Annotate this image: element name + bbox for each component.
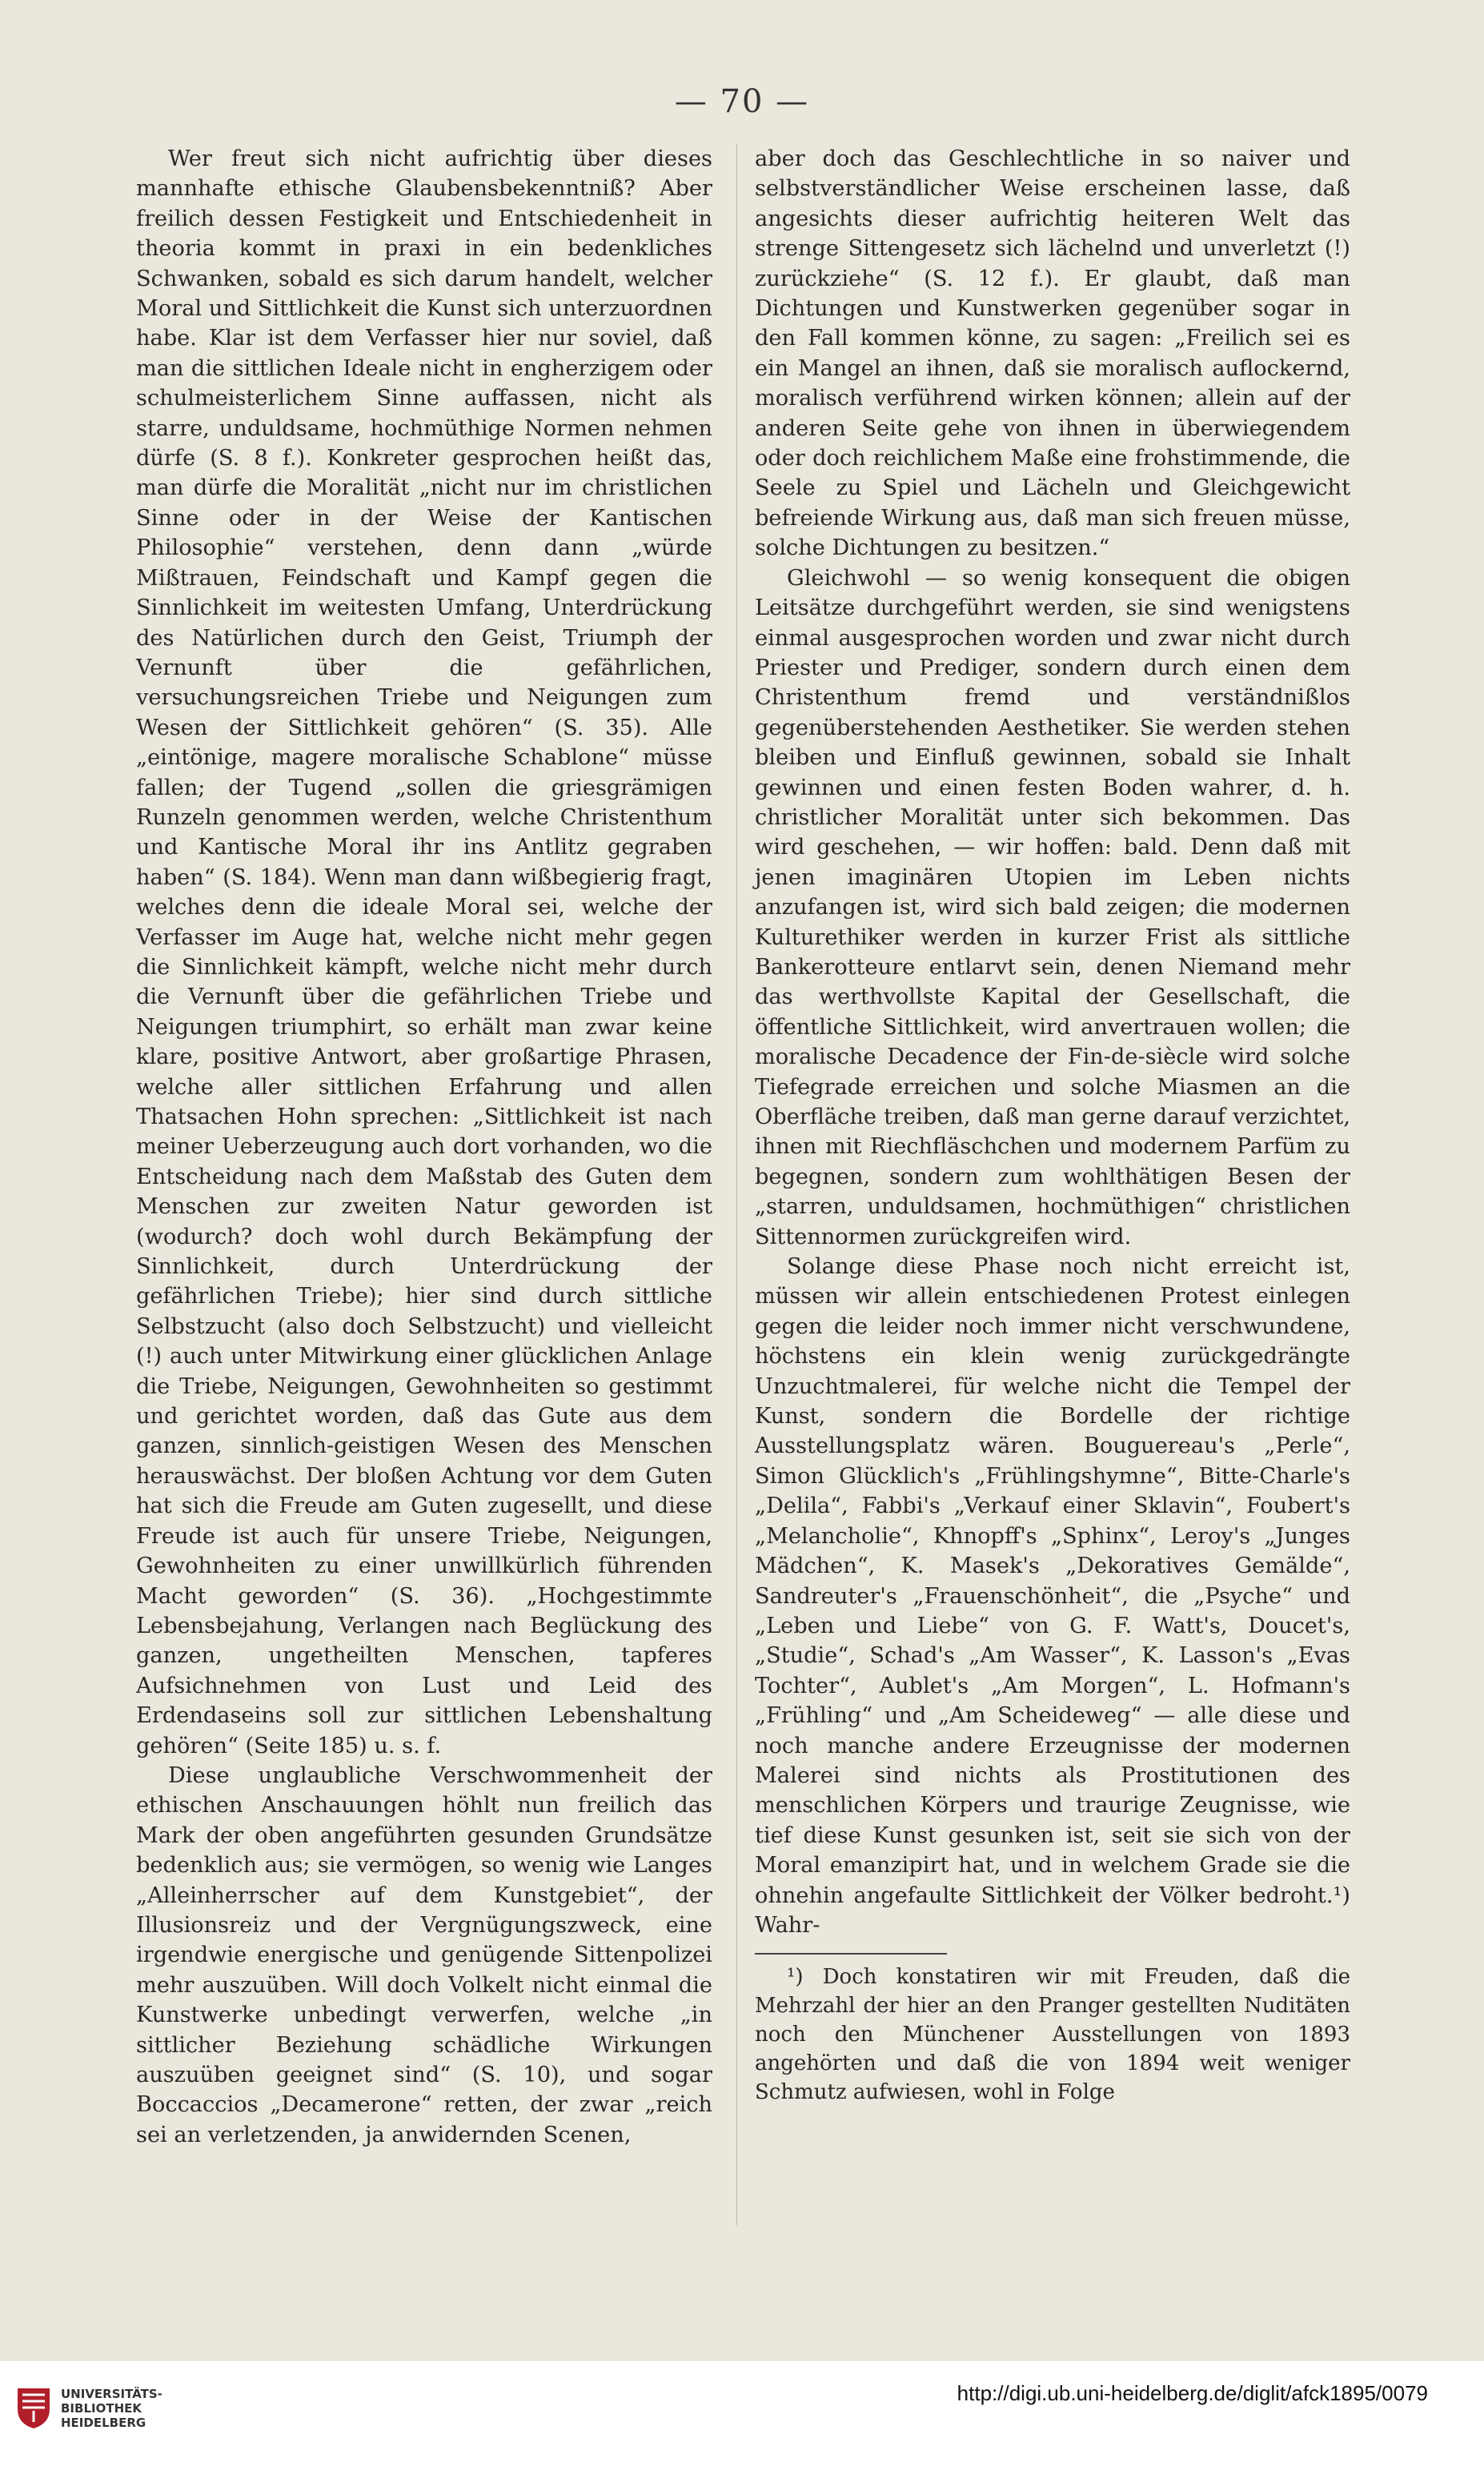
footnote-rule (755, 1953, 947, 1955)
library-logo-icon (14, 2385, 53, 2430)
paragraph: Diese unglaubliche Verschwommenheit der ethischen Anschauungen höhlt nun freilich das Mark der oben angeführten gesunden Grundsätze bedenklich aus; sie vermögen, so wenig wie Langes „Alleinherrscher auf dem Kunstgebiet“, der Illusionsreiz und der Vergnügungszweck, eine irgendwie energische und genügende Sittenpolizei mehr auszuüben. Will doch Volkelt nicht einmal die Kunstwerke unbedingt verwerfen, welche „in sittlicher Beziehung schädliche Wirkungen auszuüben geeignet sind“ (S. 10), und sogar Boccaccios „Decamerone“ retten, der zwar „reich sei an verletzenden, ja anwidernden Scenen, (136, 1762, 712, 2147)
library-name (61, 2387, 162, 2430)
paragraph: Solange diese Phase noch nicht erreicht ist, müssen wir allein entschiedenen Protest einlegen gegen die leider noch immer nicht verschwundene, höchstens ein klein wenig zurückgedrängte Unzuchtmalerei, für welche nicht die Tempel der Kunst, sondern die Bordelle der richtige Ausstellungsplatz wären. Bouguereau's „Perle“, Simon Glücklich's „Frühlingshymne“, Bitte-Charle's „Delila“, Fabbi's „Verkauf einer Sklavin“, Foubert's „Melancholie“, Khnopff's „Sphinx“, Leroy's „Junges Mädchen“, K. Masek's „Dekoratives Gemälde“, Sandreuter's „Frauenschönheit“, die „Psyche“ und „Leben und Liebe“ von G. F. Watt's, Doucet's, „Studie“, Schad's „Am Wasser“, K. Lasson's „Evas Tochter“, Aublet's „Am Morgen“, L. Hofmann's „Frühling“ und „Am Scheideweg“ — alle diese und noch manche andere Erzeugnisse der modernen Malerei sind nichts als Prostitutionen des menschlichen Körpers und traurige Zeugnisse, wie tief diese Kunst gesunken ist, seit sie sich von der Moral emanzipirt hat, und in welchem Grade sie die ohnehin angefaulte Sittlichkeit der Völker bedroht.¹) Wahr- (755, 1254, 1350, 1938)
library-name-line: HEIDELBERG (61, 2416, 146, 2430)
paragraph: aber doch das Geschlechtliche in so naiver und selbstverständlicher Weise erscheinen lasse, daß angesichts dieser aufrichtig heiteren Welt das strenge Sittengesetz sich lächelnd und unverletzt (!) zurückziehe“ (S. 12 f.). Er glaubt, daß man Dichtungen und Kunstwerken gegenüber sogar in den Fall kommen könne, zu sagen: „Freilich sei es ein Mangel an ihnen, daß sie moralisch auflockernd, moralisch verführend wirken können; allein auf der anderen Seite gehe von ihnen in überwiegendem oder doch reichlichem Maße eine frohstimmende, die Seele zu Spiel und Lächeln und Gleichgewicht befreiende Wirkung aus, daß man sich freuen müsse, solche Dichtungen zu besitzen.“ (755, 146, 1350, 561)
library-name-line: UNIVERSITÄTS- (61, 2387, 162, 2401)
right-column (755, 144, 1350, 2107)
footer-bar (0, 2361, 1484, 2466)
source-url[interactable]: http://digi.ub.uni-heidelberg.de/diglit/afck1895/0079 (957, 2381, 1428, 2405)
library-name-line: BIBLIOTHEK (61, 2401, 142, 2416)
paragraph: Wer freut sich nicht aufrichtig über dieses mannhafte ethische Glaubensbekenntniß? Aber freilich dessen Festigkeit und Entschiedenheit in theoria kommt in praxi in ein bedenkliches Schwanken, sobald es sich darum handelt, welcher Moral und Sittlichkeit die Kunst sich unterzuordnen habe. Klar ist dem Verfasser hier nur soviel, daß man die sittlichen Ideale nicht in engherzigem oder schulmeisterlichem Sinne auffassen, nicht als starre, unduldsame, hochmüthige Normen nehmen dürfe (S. 8 f.). Konkreter gesprochen heißt das, man dürfe die Moralität „nicht nur im christlichen Sinne oder in der Weise der Kantischen Philosophie“ verstehen, denn dann „würde Mißtrauen, Feindschaft und Kampf gegen die Sinnlichkeit im weitesten Umfang, Unterdrückung des Natürlichen durch den Geist, Triumph der Vernunft über die gefährlichen, versuchungsreichen Triebe und Neigungen zum Wesen der Sittlichkeit gehören“ (S. 35). Alle „eintönige, magere moralische Schablone“ müsse fallen; der Tugend „sollen die griesgrämigen Runzeln genommen werden, welche Christenthum und Kantische Moral ihr ins Antlitz gegraben haben“ (S. 184). Wenn man dann wißbegierig fragt, welches denn die ideale Moral sei, welche der Verfasser im Auge hat, welche nicht mehr gegen die Sinnlichkeit kämpft, welche nicht mehr durch die Vernunft über die gefährlichen Triebe und Neigungen triumphirt, so erhält man zwar keine klare, positive Antwort, aber großartige Phrasen, welche aller sittlichen Erfahrung und allen Thatsachen Hohn sprechen: „Sittlichkeit ist nach meiner Ueberzeugung auch dort vorhanden, wo die Entscheidung nach dem Maßstab des Guten dem Menschen zur zweiten Natur geworden ist (wodurch? doch wohl durch Bekämpfung der Sinnlichkeit, durch Unterdrückung der gefährlichen Triebe); hier sind durch sittliche Selbstzucht (also doch Selbstzucht) und vielleicht (!) auch unter Mitwirkung einer glücklichen Anlage die Triebe, Neigungen, Gewohnheiten so gestimmt und gerichtet worden, daß das Gute aus dem ganzen, sinnlich-geistigen Wesen des Menschen herauswächst. Der bloßen Achtung vor dem Guten hat sich die Freude am Guten zugesellt, und diese Freude ist auch für unsere Triebe, Neigungen, Gewohnheiten zu einer unwillkürlich führenden Macht geworden“ (S. 36). „Hochgestimmte Lebensbejahung, Verlangen nach Beglückung des ganzen, ungetheilten Menschen, tapferes Aufsichnehmen von Lust und Leid des Erdendaseins soll zur sittlichen Lebenshaltung gehören“ (Seite 185) u. s. f. (136, 146, 712, 1758)
page-number: — 70 — (674, 83, 810, 120)
footnote: ¹) Doch konstatiren wir mit Freuden, daß die Mehrzahl der hier an den Pranger gestellten Nuditäten noch den Münchener Ausstellungen von 1893 angehörten und daß die von 1894 weit weniger Schmutz aufwiesen, wohl in Folge (755, 1965, 1350, 2105)
left-column (136, 144, 712, 2150)
column-divider (736, 144, 737, 2225)
paragraph: Gleichwohl — so wenig konsequent die obigen Leitsätze durchgeführt werden, sie sind wenigstens einmal ausgesprochen worden und zwar nicht durch Priester und Prediger, sondern durch einen dem Christenthum fremd und verständnißlos gegenüberstehenden Aesthetiker. Sie werden stehen bleiben und Einfluß gewinnen, sobald sie Inhalt gewinnen und einen festen Boden wahrer, d. h. christlicher Moralität unter sich bekommen. Das wird geschehen, — wir hoffen: bald. Denn daß mit jenen imaginären Utopien im Leben nichts anzufangen ist, wird sich bald zeigen; die modernen Kulturethiker werden in kurzer Frist als sittliche Bankerotteure entlarvt sein, denen Niemand mehr das werthvollste Kapital der Gesellschaft, die öffentliche Sittlichkeit, wird anvertrauen wollen; die moralische Decadence der Fin-de-siècle wird solche Tiefegrade erreichen und solche Miasmen an die Oberfläche treiben, daß man gerne darauf verzichtet, ihnen mit Riechfläschchen und modernem Parfüm zu begegnen, sondern zum wohlthätigen Besen der „starren, unduldsamen, hochmüthigen“ christlichen Sittennormen zurückgreifen wird. (755, 565, 1350, 1249)
